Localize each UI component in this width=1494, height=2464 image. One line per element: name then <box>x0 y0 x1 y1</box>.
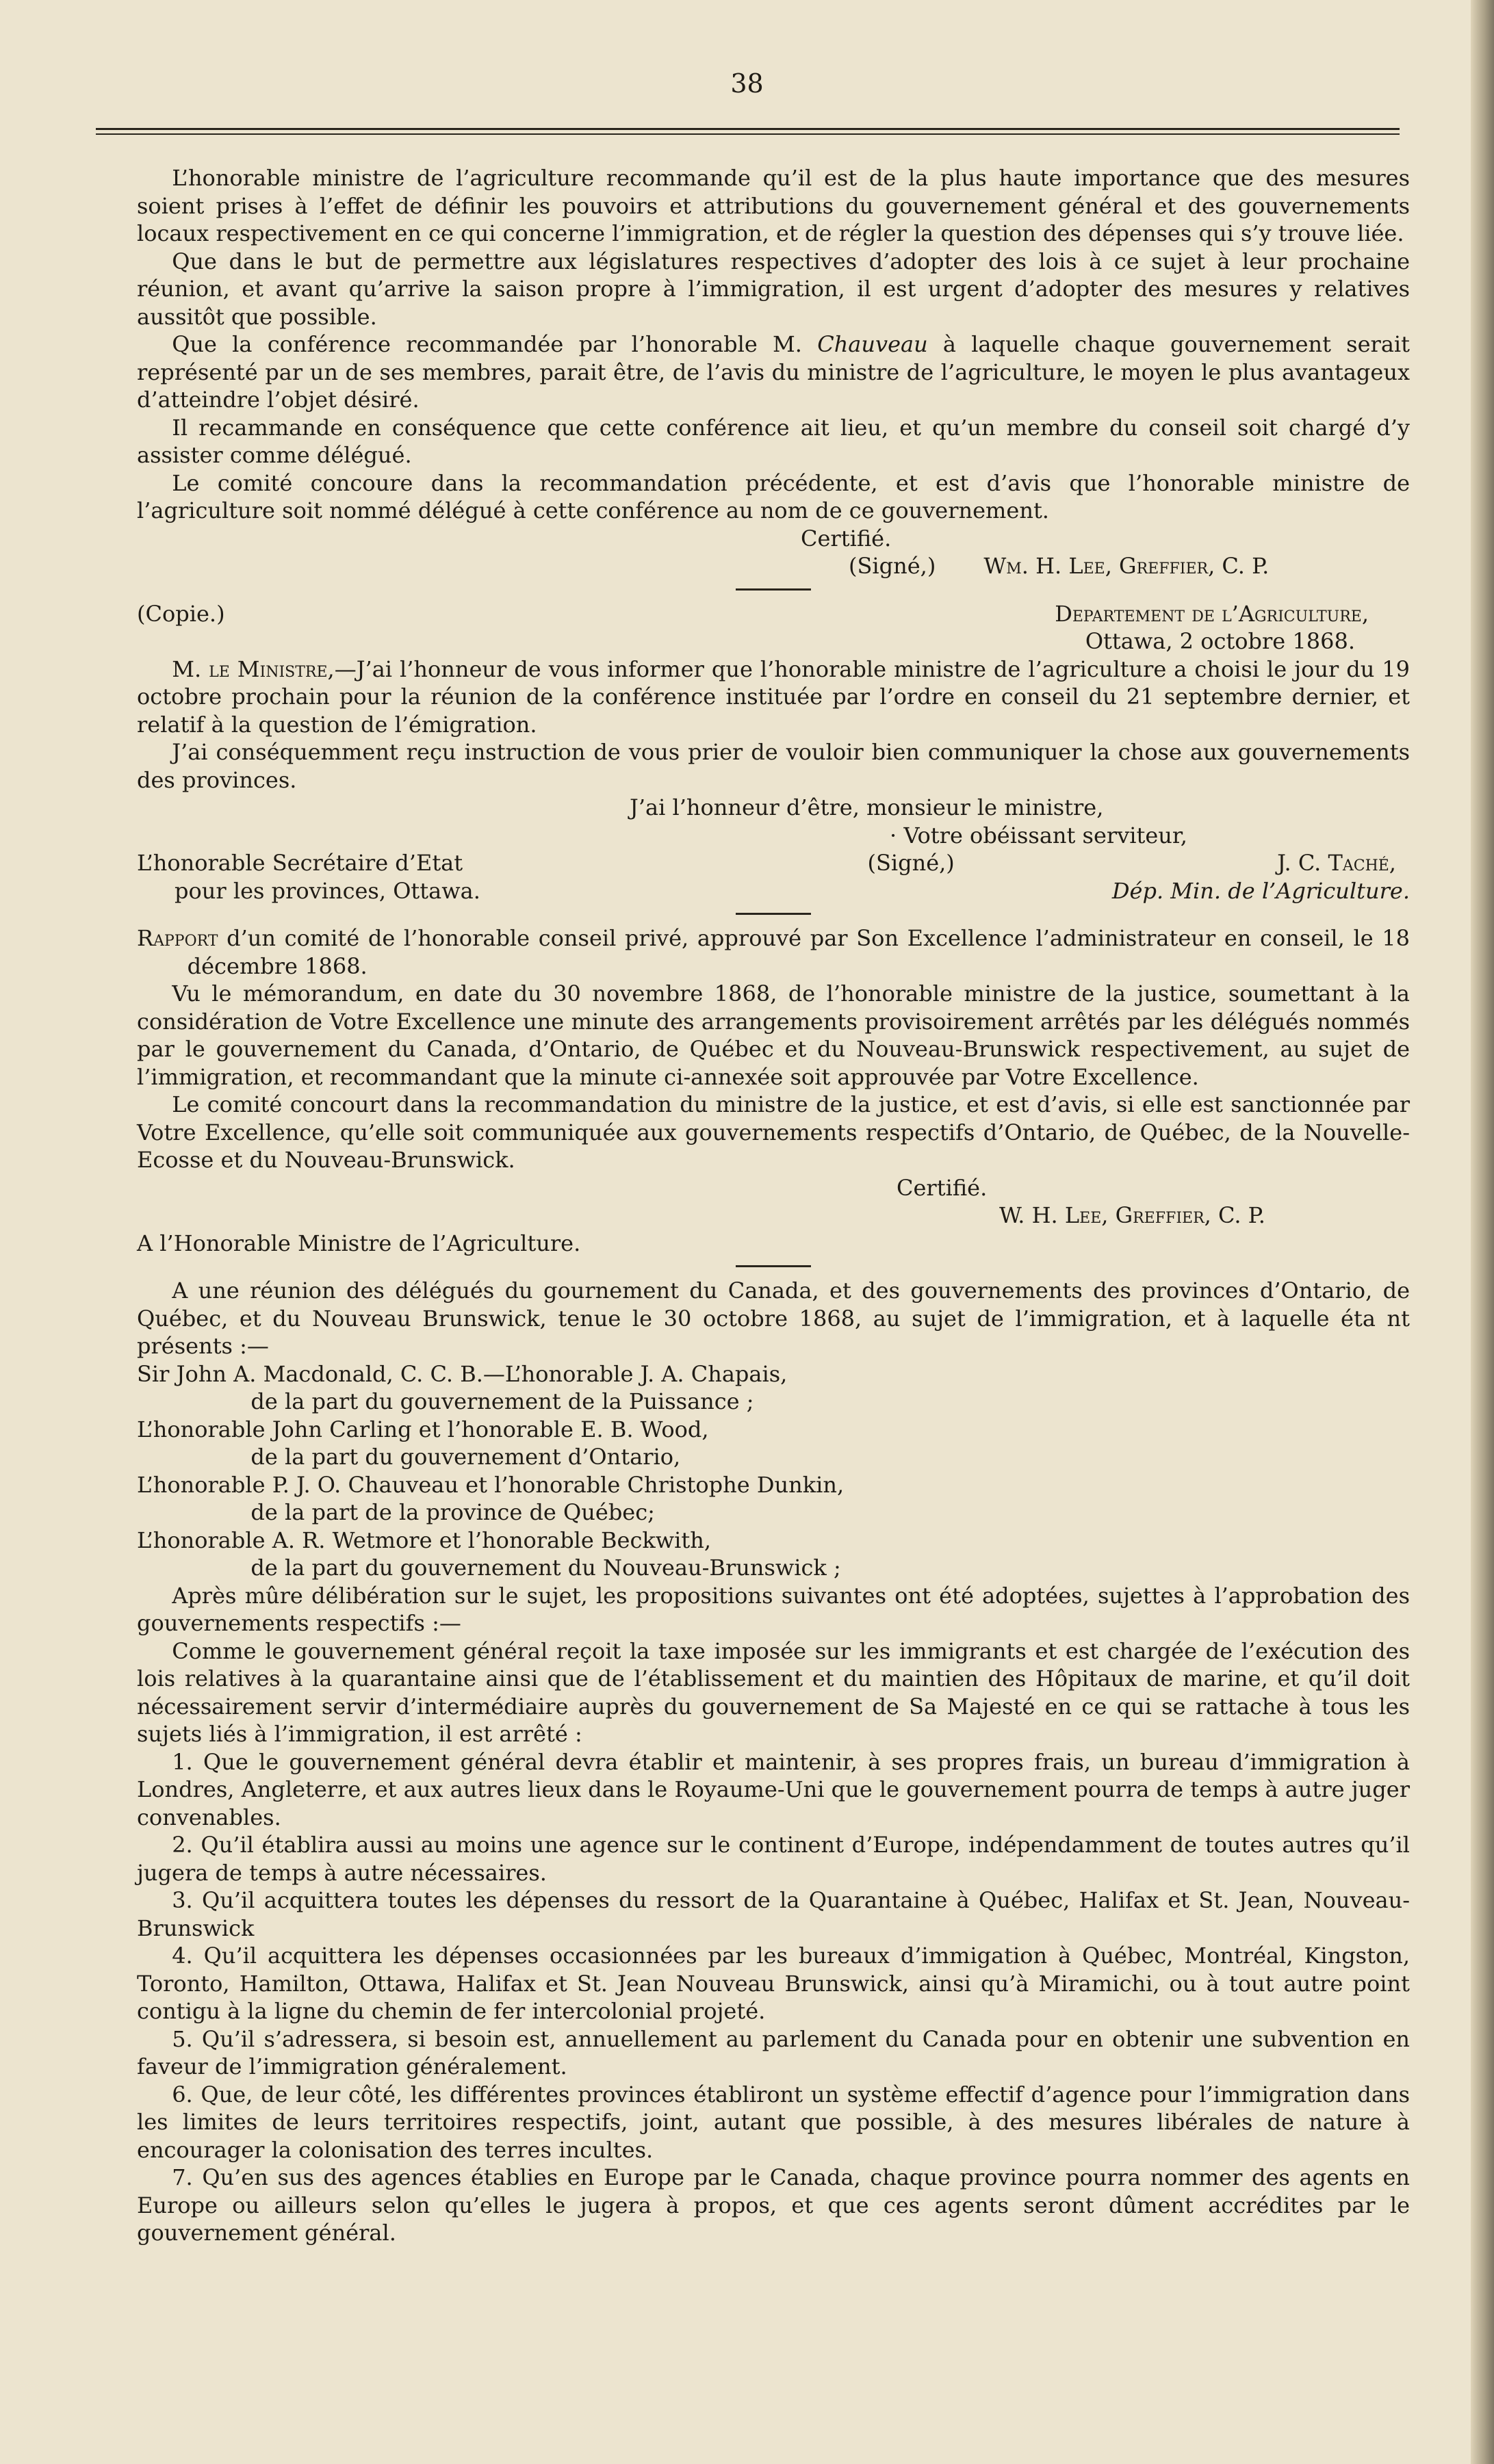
rapport-paragraph-1: Vu le mémorandum, en date du 30 novembre 1868, de l’honorable ministre de la justice, soumettant à la considération de Votre Excellence une minute des arrangements provisoirement arrêtés par les délégués nommés par le gouvernement du Canada, d’Ontario, de Québec et du Nouveau-Brunswick respectivement, au sujet de l’immigration, et recommandant que la minute ci-annexée soit approuvée par Votre Excellence. <box>137 981 1410 1090</box>
letter-paragraph-2: J’ai conséquemment reçu instruction de vous prier de vouloir bien communiquer la chose aux gouvernements des provinces. <box>137 739 1410 793</box>
meeting-intro: A une réunion des délégués du gournement du Canada, et des gouvernements des provinces d’Ontario, de Québec, et du Nouveau Brunswick, tenue le 30 octobre 1868, au sujet de l’immigration, et à laquelle éta nt présents :— <box>137 1278 1410 1359</box>
rapport-text: d’un comité de l’honorable conseil privé, approuvé par Son Excellence l’administrateur en conseil, le 18 décembre 1868. <box>187 925 1410 979</box>
article-6: 6. Que, de leur côté, les différentes provinces établiront un système effectif d’agence pour l’immigration dans les limites de leurs territoires respectifs, joint, autant que possible, à des mesures libérales de nature à encourager la colonisation des terres incultes. <box>137 2081 1410 2163</box>
delegate-names-3: L’honorable P. J. O. Chauveau et l’honorable Christophe Dunkin, <box>137 1471 845 1498</box>
rapport-paragraph-2: Le comité concourt dans la recommandation du ministre de la justice, et est d’avis, si elle est sanctionnée par Votre Excellence, qu’elle soit communiquée aux gouvernements respectifs d’Ontario, de Québec, de la Nouvelle-Ecosse et du Nouveau-Brunswick. <box>137 1091 1410 1173</box>
signatory-3: W. H. Lee, Greffier, C. P. <box>999 1202 1265 1228</box>
signatory-2: J. C. Taché, <box>1277 850 1396 876</box>
page-number: 38 <box>730 68 764 99</box>
certifie-1: Certifié. <box>801 525 892 552</box>
closing-line-2: · Votre obéissant serviteur, <box>890 822 1187 848</box>
delegate-part-3: de la part de la province de Québec; <box>250 1499 655 1525</box>
article-1: 1. Que le gouvernement général devra établir et maintenir, à ses propres frais, un bureau d’immigration à Londres, Angleterre, et aux autres lieux dans le Royaume-Uni que le gouvernement pourra de temps à autre juger convenables. <box>137 1748 1410 1830</box>
article-3: 3. Qu’il acquittera toutes les dépenses du ressort de la Quarantaine à Québec, Halifax et St. Jean, Nouveau-Brunswick <box>137 1887 1410 1941</box>
signe-label-2: (Signé,) <box>867 850 955 876</box>
rapport-label: Rapport <box>137 925 218 951</box>
delegate-part-4: de la part du gouvernement du Nouveau-Brunswick ; <box>250 1555 841 1581</box>
delegate-names-2: L’honorable John Carling et l’honorable E. B. Wood, <box>137 1416 709 1442</box>
header-rule <box>96 128 1400 135</box>
delegates-list <box>137 1360 1410 1582</box>
deliberation-paragraph: Après mûre délibération sur le sujet, les propositions suivantes ont été adoptées, sujettes à l’approbation des gouvernements respectifs :— <box>137 1582 1410 1636</box>
article-2: 2. Qu’il établira aussi au moins une agence sur le continent d’Europe, indépendamment de toutes autres qu’il jugera de temps à autre nécessaires. <box>137 1832 1410 1886</box>
letter-paragraph-1-text: —J’ai l’honneur de vous informer que l’honorable ministre de l’agriculture a choisi le jour du 19 octobre prochain pour la réunion de la conférence instituée par l’ordre en conseil du 21 septembre dernier, et relatif à la question de l’émigration. <box>137 656 1411 738</box>
letter-date: Ottawa, 2 octobre 1868. <box>1085 628 1355 654</box>
letter-signature-row <box>137 849 1410 877</box>
salutation: M. le Ministre, <box>172 656 335 682</box>
rapport-addressee: A l’Honorable Ministre de l’Agriculture. <box>137 1230 581 1256</box>
rapport-heading <box>137 924 1410 980</box>
paragraph-s1-4: Il recammande en conséquence que cette conférence ait lieu, et qu’un membre du conseil soit chargé d’y assister comme délégué. <box>137 414 1410 468</box>
separator-3 <box>736 1265 811 1267</box>
signature-line-1 <box>137 552 1410 580</box>
paragraph-s1-2: Que dans le but de permettre aux législatures respectives d’adopter des lois à ce sujet à leur prochaine réunion, et avant qu’arrive la saison propre à l’immigration, il est urgent d’adopter des mesures y relatives aussitôt que possible. <box>137 248 1410 330</box>
letter-header <box>137 600 1410 628</box>
article-5: 5. Qu’il s’adressera, si besoin est, annuellement au parlement du Canada pour en obtenir une subvention en faveur de l’immigration généralement. <box>137 2025 1410 2079</box>
page-edge-shadow <box>1471 0 1494 2464</box>
signatory-1: Wm. H. Lee, Greffier, C. P. <box>983 553 1270 579</box>
article-4: 4. Qu’il acquittera les dépenses occasionnées par les bureaux d’immigation à Québec, Montréal, Kingston, Toronto, Hamilton, Ottawa, Halifax et St. Jean Nouveau Brunswick, ainsi qu’à Miramichi, ou à tout autre point contigu à la ligne du chemin de fer intercolonial projeté. <box>137 1943 1410 2024</box>
article-7: 7. Qu’en sus des agences établies en Europe par le Canada, chaque province pourra nommer des agents en Europe ou ailleurs selon qu’elles le jugera à propos, et que ces agents seront dûment accrédites par le gouvernement général. <box>137 2164 1410 2246</box>
preamble-paragraph: Comme le gouvernement général reçoit la taxe imposée sur les immigrants et est chargée de l’exécution des lois relatives à la quarantaine ainsi que de l’établissement et du maintien des Hôpitaux de marine, et qu’il doit nécessairement servir d’intermédiaire auprès du gouvernement de Sa Majesté en ce qui se rattache à tous les sujets liés à l’immigration, il est arrêté : <box>137 1637 1410 1747</box>
page-content <box>137 164 1410 2247</box>
department-name: Departement de l’Agriculture, <box>1055 600 1369 627</box>
addressee-line-1: L’honorable Secrétaire d’Etat <box>137 850 463 876</box>
separator-1 <box>736 588 811 591</box>
paragraph-s1-3 <box>137 330 1410 414</box>
delegate-part-2: de la part du gouvernement d’Ontario, <box>250 1444 681 1470</box>
copie-label: (Copie.) <box>137 600 225 627</box>
signe-label-1: (Signé,) <box>849 553 936 579</box>
closing-line-1: J’ai l’honneur d’être, monsieur le ministre, <box>630 794 1104 820</box>
signatory-title-2: Dép. Min. de l’Agriculture. <box>1111 877 1410 904</box>
letter-paragraph-1 <box>137 656 1410 739</box>
paragraph-s1-1: L’honorable ministre de l’agriculture recommande qu’il est de la plus haute importance que des mesures soient prises à l’effet de définir les pouvoirs et attributions du gouvernement général et des gouvernements locaux respectivement en ce qui concerne l’immigration, et de régler la question des dépenses qui s’y trouve liée. <box>137 165 1410 246</box>
addressee-line-2: pour les provinces, Ottawa. <box>175 877 480 904</box>
delegate-part-1: de la part du gouvernement de la Puissance ; <box>250 1388 754 1414</box>
paragraph-s1-3-end: à laquelle chaque gouvernement serait représenté par un de ses membres, parait être, de l’avis du ministre de l’agriculture, le moyen le plus avantageux d’atteindre l’objet désiré. <box>137 331 1411 413</box>
paragraph-s1-5: Le comité concoure dans la recommandation précédente, et est d’avis que l’honorable ministre de l’agriculture soit nommé délégué à cette conférence au nom de ce gouvernement. <box>137 469 1410 523</box>
letter-signature-row-2 <box>137 877 1410 905</box>
certifie-2: Certifié. <box>897 1174 988 1201</box>
paragraph-s1-3-start: Que la conférence recommandée par l’honorable M. <box>172 331 818 357</box>
separator-2 <box>736 913 811 915</box>
chauveau-name: Chauveau <box>817 331 928 357</box>
delegate-names-4: L’honorable A. R. Wetmore et l’honorable Beckwith, <box>137 1527 712 1553</box>
delegate-names-1: Sir John A. Macdonald, C. C. B.—L’honorable J. A. Chapais, <box>137 1360 788 1387</box>
